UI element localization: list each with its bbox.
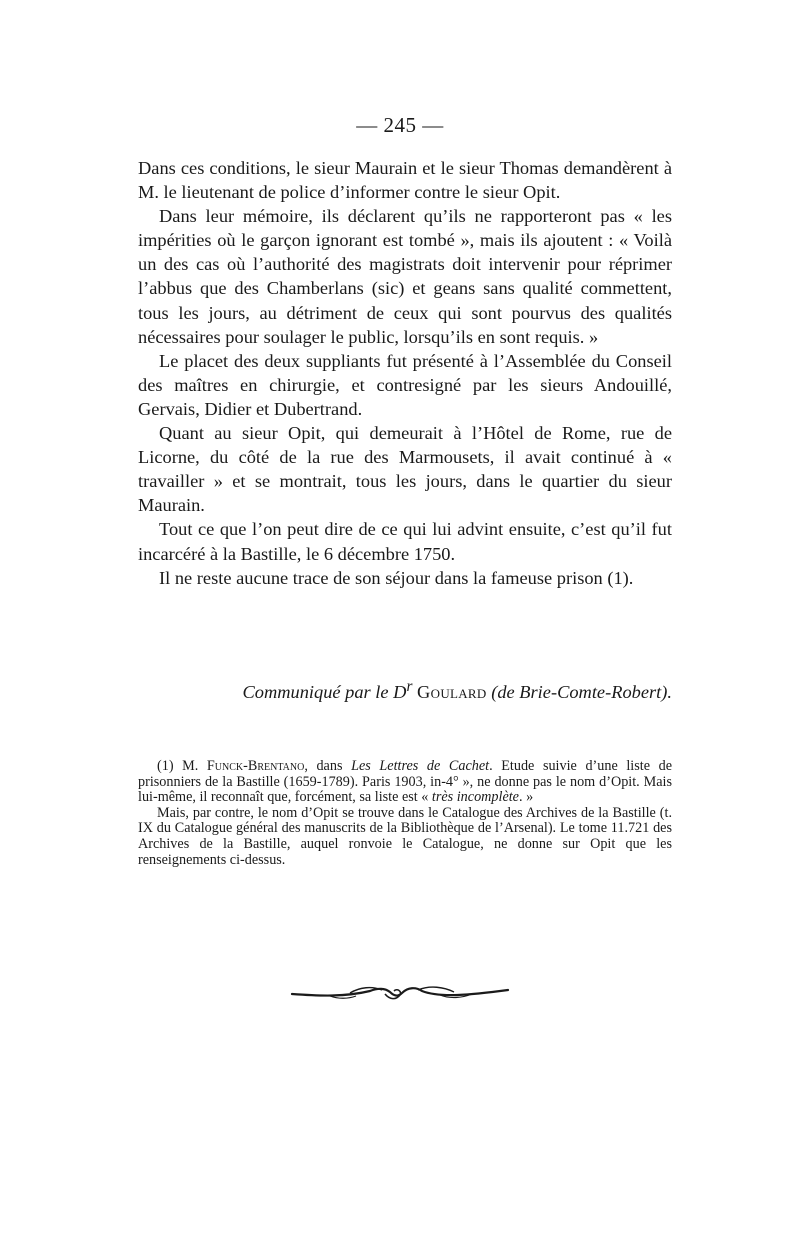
footnote-paragraph: Mais, par contre, le nom d’Opit se trouve dans le Catalogue des Archives de la Bastille (t. IX du Catalogue général des manuscrits de la Bibliothèque de l’Arsenal). Le tome 11.721 des Archives de la Bastille, auquel ronvoie le Catalogue, ne donne sur Opit que les renseignements ci-dessus. bbox=[138, 804, 672, 868]
footnote-paragraph bbox=[138, 759, 672, 806]
signature-title-sup: r bbox=[406, 678, 413, 695]
footnote-text: . » bbox=[518, 789, 534, 806]
footnote-text: . Etude suivie d’une liste de prisonniers de la Bastille (1659-1789). Paris 1903, in-4° », ne donne pas le nom d’Opit. Mais lui-même, il reconnaît que, forcément, sa liste est « bbox=[138, 758, 672, 806]
signature-line bbox=[138, 678, 672, 703]
main-text bbox=[138, 156, 672, 590]
signature-place: (de Brie-Comte-Robert). bbox=[491, 682, 672, 703]
paragraph: Dans leur mémoire, ils déclarent qu’ils ne rapporteront pas « les impérities où le garçon ignorant est tombé », mais ils ajoutent : « Voilà un des cas où l’authorité des magistrats doit intervenir pour réprimer l’abbus que des Chamberlans (sic) et geans sans qualité commettent, tous les jours, au détriment de ceux qui sont pourvus des qualités nécessaires pour soulager le public, lorsqu’ils en sont requis. » bbox=[138, 206, 672, 347]
signature-name: Goulard bbox=[417, 682, 487, 703]
decorative-flourish-icon bbox=[290, 978, 510, 1008]
footnote bbox=[138, 759, 672, 868]
paragraph: Tout ce que l’on peut dire de ce qui lui advint ensuite, c’est qu’il fut incarcéré à la Bastille, le 6 décembre 1750. bbox=[138, 519, 672, 564]
footnote-book-title: Les Lettres de Cachet bbox=[351, 758, 490, 774]
footnote-marker: (1) M. bbox=[157, 758, 199, 774]
signature-prefix: Communiqué par le D bbox=[242, 682, 407, 703]
footnote-quote: très incomplète bbox=[431, 789, 519, 806]
paragraph: Dans ces conditions, le sieur Maurain et le sieur Thomas demandèrent à M. le lieutenant de police d’informer contre le sieur Opit. bbox=[138, 158, 672, 203]
footnote-text: , dans bbox=[304, 758, 352, 774]
paragraph: Il ne reste aucune trace de son séjour dans la fameuse prison (1). bbox=[159, 567, 634, 588]
paragraph: Quant au sieur Opit, qui demeurait à l’Hôtel de Rome, rue de Licorne, du côté de la rue des Marmousets, il avait continué à « travailler » et se montrait, tous les jours, dans le quartier du sieur Maurain. bbox=[138, 423, 672, 516]
paragraph: Le placet des deux suppliants fut présenté à l’Assemblée du Conseil des maîtres en chirurgie, et contresigné par les sieurs Andouillé, Gervais, Didier et Dubertrand. bbox=[138, 350, 672, 419]
page-number: — 245 — bbox=[356, 113, 444, 137]
footnote-author: Funck-Brentano bbox=[206, 758, 305, 774]
